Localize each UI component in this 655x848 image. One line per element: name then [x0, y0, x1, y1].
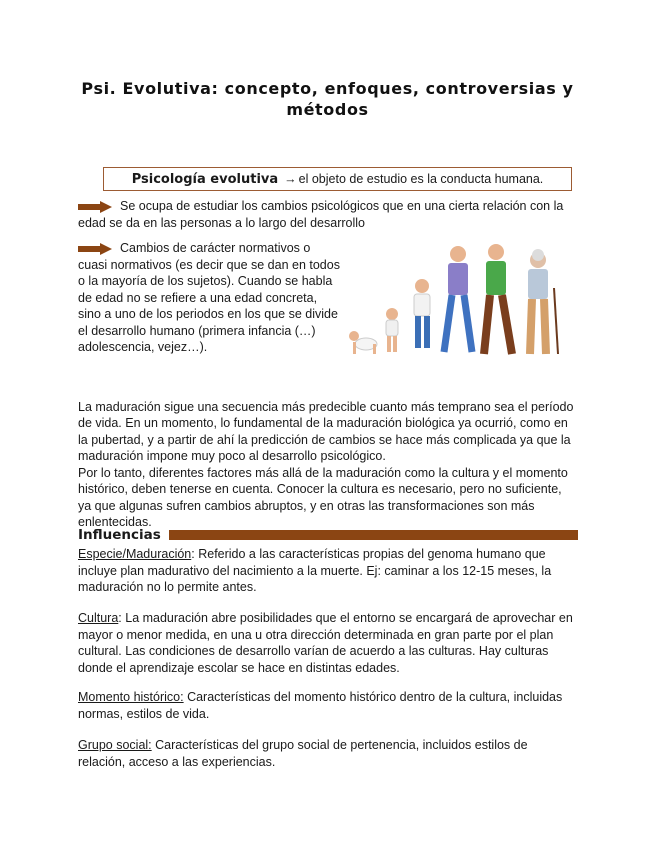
adult-figure — [484, 244, 512, 354]
para2-text: Cambios de carácter normativos o cuasi normativos (es decir que se dan en todos o la mayoría de los sujetos). Cuando se habla de edad no se refiere a una edad concreta, sino a uno de los periodos en los que se divide el desarrollo humano (primera infancia (…) adolescencia, vejez…). — [78, 241, 340, 354]
definition-arrow: → — [284, 172, 297, 186]
toddler-figure — [386, 308, 398, 352]
influence-key: Momento histórico: — [78, 690, 184, 704]
influence-item — [78, 737, 578, 770]
influence-text: Características del momento histórico dentro de la cultura, incluidas normas, estilos de vida. — [78, 690, 563, 721]
influence-text: : Referido a las características propias del genoma humano que incluye plan madurativo del nacimiento a la muerte. Ej: caminar a los 12-15 meses, la maduración no lo permite antes. — [78, 547, 552, 594]
paragraph-study-scope — [78, 198, 578, 231]
elder-figure — [528, 249, 558, 354]
influences-header — [78, 526, 578, 544]
influence-key: Especie/Maduración — [78, 547, 192, 561]
definition-text: el objeto de estudio es la conducta humana. — [298, 172, 544, 186]
para1-text: Se ocupa de estudiar los cambios psicológicos que en una cierta relación con la edad se da en las personas a lo largo del desarrollo — [78, 199, 564, 230]
paragraph-normative-changes — [78, 240, 340, 356]
paragraph-maturation — [78, 382, 578, 531]
arrow-bullet-icon — [78, 202, 112, 212]
influence-key: Cultura — [78, 611, 119, 625]
influences-heading: Influencias — [78, 527, 161, 543]
arrow-bullet-icon — [78, 244, 112, 254]
influence-text: : La maduración abre posibilidades que el entorno se encargará de aprovechar en mayor o menor medida, en una u otra dirección determinada en gran parte por el plan cultural. Las condiciones de desarrollo varían de acuerdo a las culturas. Hay culturas donde el aprendizaje escolar se hace en distintas edades. — [78, 611, 573, 675]
influence-item — [78, 546, 578, 596]
influence-item — [78, 610, 578, 676]
influence-key: Grupo social: — [78, 738, 152, 752]
para3-text: La maduración sigue una secuencia más predecible cuanto más temprano sea el período de vida. En un momento, lo fundamental de la maduración biológica ya ocurrió, como en la pubertad, y a partir de ahí la predicción de cambios se hace más complicada ya que la maduración impone muy poco al desarrollo psicológico. Por lo tanto, diferentes factores más allá de la maduración como la cultura y el momento histórico, deben tenerse en cuenta. Conocer la cultura es necesario, pero no suficiente, ya que algunas sufren cambios abruptos, y en otras las transformaciones son más enlentecidas. — [78, 399, 574, 529]
human-development-illustration — [340, 240, 580, 360]
definition-box — [103, 167, 572, 191]
teen-figure — [444, 246, 472, 352]
child-figure — [414, 279, 430, 348]
influence-item — [78, 689, 578, 722]
influence-text: Características del grupo social de pertenencia, incluidos estilos de relación, acceso a las experiencias. — [78, 738, 528, 769]
baby-figure — [349, 331, 377, 354]
definition-term: Psicología evolutiva — [131, 171, 279, 187]
heading-bar — [169, 530, 578, 540]
page-title: Psi. Evolutiva: concepto, enfoques, controversias y métodos — [81, 79, 574, 119]
